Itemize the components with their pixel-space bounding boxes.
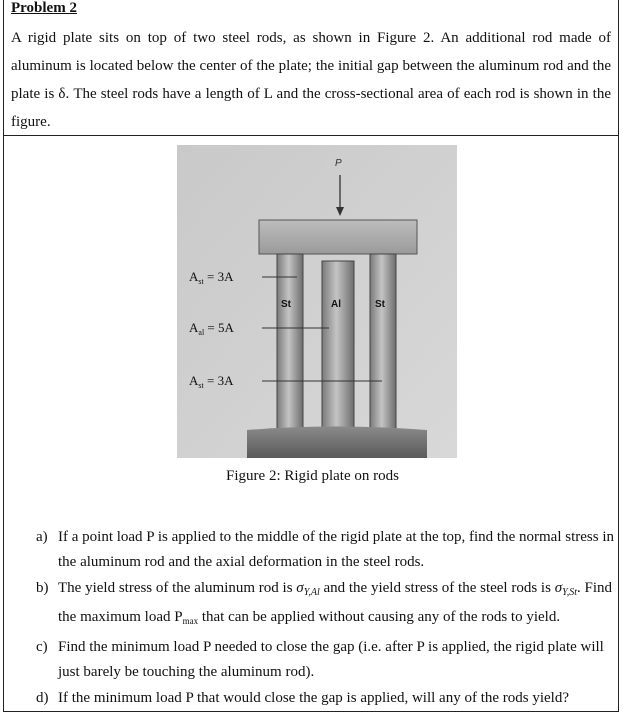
- question-c: [36, 635, 616, 685]
- question-text: If the minimum load P that would close the gap is applied, will any of the rods yield?: [58, 690, 570, 706]
- question-list: [36, 525, 616, 712]
- figure-caption: Figure 2: Rigid plate on rods: [226, 468, 399, 484]
- question-text-part: . Find the maximum load P: [58, 580, 613, 625]
- steel-rod-left: [277, 254, 303, 430]
- steel-rod-right: [370, 254, 396, 430]
- ground-base: [247, 427, 427, 459]
- question-text: If a point load P is applied to the middle of the rigid plate at the top, find the normal stress in the aluminum rod and the axial deformation in the steel rods.: [58, 529, 614, 570]
- sigma-symbol: σ: [296, 580, 304, 596]
- question-text: Find the minimum load P needed to close the gap (i.e. after P is applied, the rigid plate will just barely be touching the aluminum rod).: [58, 639, 604, 680]
- question-marker: d): [36, 690, 49, 706]
- question-marker: a): [36, 529, 48, 545]
- question-text-part: The yield stress of the aluminum rod is: [58, 580, 297, 596]
- figure-background: [177, 145, 457, 458]
- question-d: [36, 686, 616, 711]
- sigma-subscript: Y,St: [562, 587, 578, 598]
- aluminum-rod: [322, 261, 354, 430]
- question-b: [36, 576, 616, 634]
- area-label-bot: $A_{st} = 3A$: [189, 373, 234, 390]
- question-a: [36, 525, 616, 575]
- problem-intro: A rigid plate sits on top of two steel rods, as shown in Figure 2. An additional rod made of aluminum is located below the center of the plate; the initial gap between the aluminum rod and the plate is δ. The steel rods have a length of L and the cross-sectional area of each rod is shown in the figure.: [11, 30, 611, 130]
- rod-label-right: St: [375, 299, 385, 310]
- rod-label-mid: Al: [331, 299, 341, 310]
- rigid-plate: [259, 220, 417, 254]
- question-marker: c): [36, 639, 48, 655]
- sigma-subscript: Y,Al: [303, 587, 320, 598]
- question-marker: b): [36, 580, 49, 596]
- area-label-mid: $A_{al} = 5A$: [189, 320, 234, 337]
- area-label-top: $A_{st} = 3A$: [189, 269, 234, 286]
- rod-label-left: St: [281, 299, 291, 310]
- pmax-subscript: max: [182, 616, 199, 626]
- question-text-part: that can be applied without causing any of the rods to yield.: [198, 609, 561, 625]
- load-label: P: [335, 158, 342, 169]
- figure-2-illustration: [177, 145, 457, 458]
- question-text-part: and the yield stress of the steel rods is: [319, 580, 555, 596]
- sigma-symbol: σ: [554, 580, 563, 596]
- problem-title: Problem 2: [11, 0, 77, 16]
